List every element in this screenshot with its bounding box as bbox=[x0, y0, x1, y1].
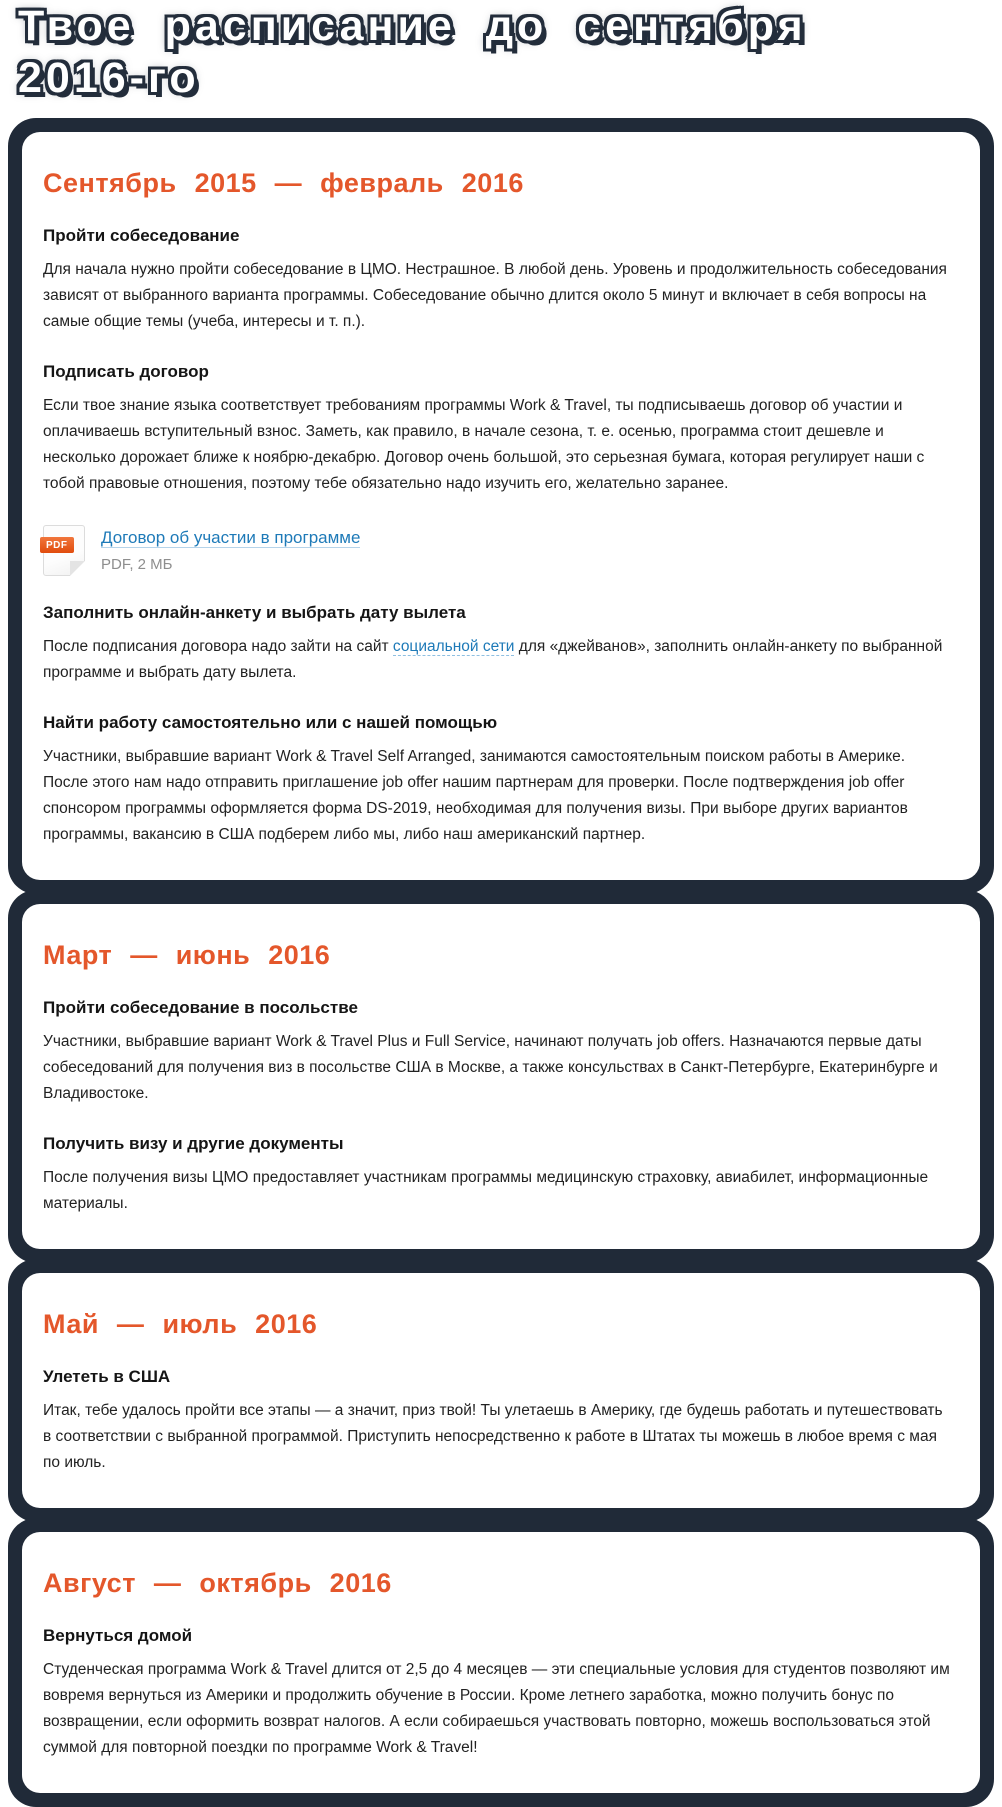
step-text bbox=[43, 634, 950, 686]
step-title: Вернуться домой bbox=[43, 1626, 193, 1645]
section-heading: Май — июль 2016 bbox=[43, 1309, 318, 1339]
step-text: Для начала нужно пройти собеседование в ЦМО. Нестрашное. В любой день. Уровень и продолжительность собеседования зависят от выбранного варианта программы. Собеседование обычно длится около 5 минут и включает в себя вопросы на самые общие темы (учеба, интересы и т. п.). bbox=[43, 261, 947, 330]
social-network-link[interactable]: социальной сети bbox=[392, 638, 515, 655]
step-title: Найти работу самостоятельно или с нашей помощью bbox=[43, 713, 498, 732]
text-segment: для «джейванов», заполнить онлайн-анкету по выбранной программе и выбрать дату вылета. bbox=[43, 638, 943, 681]
step-title: Улететь в США bbox=[43, 1367, 171, 1386]
page-title: Твое расписание до сентября 2016-го bbox=[18, 2, 807, 102]
page-fold-icon bbox=[70, 561, 85, 576]
section-heading: Март — июнь 2016 bbox=[43, 940, 331, 970]
attachment-info bbox=[101, 525, 360, 573]
step-title: Получить визу и другие документы bbox=[43, 1134, 344, 1153]
step-title: Подписать договор bbox=[43, 362, 209, 381]
card-body bbox=[22, 904, 980, 1249]
card-body bbox=[22, 132, 980, 880]
text-segment: После подписания договора надо зайти на сайт bbox=[43, 638, 393, 655]
step-text: Студенческая программа Work & Travel длится от 2,5 до 4 месяцев — эти специальные условия для студентов позволяют им вовремя вернуться из Америки и продолжить обучение в России. Кроме летнего заработка, можно получить бонус по возвращении, если оформить возврат налогов. А если собираешься участвовать повторно, можешь воспользоваться этой суммой для повторной поездки по программе Work & Travel! bbox=[43, 1661, 950, 1756]
step-text: Если твое знание языка соответствует требованиям программы Work & Travel, ты подписываешь договор об участии и оплачиваешь вступительный взнос. Заметь, как правило, в начале сезона, т. е. осенью, программа стоит дешевле и несколько дорожает ближе к ноябрю-декабрю. Договор очень большой, это серьезная бумага, которая регулирует наши с тобой правовые отношения, поэтому тебе обязательно надо изучить его, желательно заранее. bbox=[43, 397, 925, 492]
step-title: Заполнить онлайн-анкету и выбрать дату вылета bbox=[43, 603, 466, 622]
pdf-attachment bbox=[43, 525, 950, 576]
section-heading: Сентябрь 2015 — февраль 2016 bbox=[43, 168, 524, 198]
attachment-meta: PDF, 2 МБ bbox=[101, 556, 173, 573]
card-body bbox=[22, 1532, 980, 1793]
card-body bbox=[22, 1273, 980, 1508]
timeline-card-may-jul2016 bbox=[8, 1259, 994, 1522]
step-text: Итак, тебе удалось пройти все этапы — а значит, приз твой! Ты улетаешь в Америку, где будешь работать и путешествовать в соответствии с выбранной программой. Приступить непосредственно к работе в Штатах ты можешь в любое время с мая по июль. bbox=[43, 1402, 943, 1471]
contract-pdf-link[interactable]: Договор об участии в программе bbox=[101, 528, 361, 547]
timeline-card-mar-jun2016 bbox=[8, 890, 994, 1263]
step-text: Участники, выбравшие вариант Work & Travel Plus и Full Service, начинают получать job offers. Назначаются первые даты собеседований для получения виз в посольстве США в Москве, а также консульствах в Санкт-Петербурге, Екатеринбурге и Владивостоке. bbox=[43, 1033, 938, 1102]
step-text: Участники, выбравшие вариант Work & Travel Self Arranged, занимаются самостоятельным поиском работы в Америке. После этого нам надо отправить приглашение job offer нашим партнерам для проверки. После подтверждения job offer спонсором программы оформляется форма DS-2019, необходимая для получения визы. При выборе других вариантов программы, вакансию в США подберем либо мы, либо наш американский партнер. bbox=[43, 748, 908, 843]
timeline-card-sep2015-feb2016 bbox=[8, 118, 994, 894]
step-title: Пройти собеседование bbox=[43, 226, 240, 245]
step-title: Пройти собеседование в посольстве bbox=[43, 998, 358, 1017]
pdf-file-icon[interactable] bbox=[43, 525, 85, 576]
step-text: После получения визы ЦМО предоставляет участникам программы медицинскую страховку, авиабилет, информационные материалы. bbox=[43, 1169, 929, 1212]
timeline-card-aug-oct2016 bbox=[8, 1518, 994, 1807]
section-heading: Август — октябрь 2016 bbox=[43, 1568, 392, 1598]
pdf-badge: PDF bbox=[40, 537, 74, 553]
